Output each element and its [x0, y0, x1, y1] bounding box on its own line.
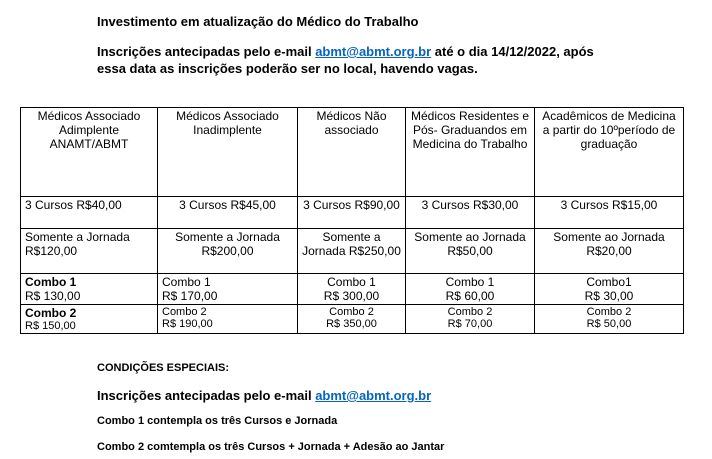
- combo-name: Combo 2: [586, 306, 632, 318]
- table-cell: [298, 305, 406, 334]
- combo-name: Combo1: [586, 275, 632, 289]
- table-row-combo1: [21, 274, 684, 305]
- price-table: [20, 107, 684, 334]
- combo-price: R$ 350,00: [326, 318, 377, 330]
- table-cell: [158, 305, 298, 334]
- table-row-combo2: [21, 305, 684, 334]
- combo2-note: Combo 2 comtempla os três Cursos + Jornada + Adesão ao Jantar: [97, 441, 445, 453]
- intro-prefix: Inscrições antecipadas pelo e-mail: [97, 44, 316, 59]
- table-cell: Somente a Jornada R$120,00: [21, 229, 158, 274]
- header-cell: Médicos Residentes e Pós- Graduandos em Medicina do Trabalho: [406, 108, 535, 197]
- combo-name: Combo 2: [329, 306, 374, 318]
- combo-price: R$ 130,00: [25, 289, 81, 303]
- table-cell: [158, 274, 298, 305]
- combo-price: R$ 60,00: [445, 289, 495, 303]
- conditions-email-prefix: Inscrições antecipadas pelo e-mail: [97, 388, 316, 403]
- combo-price: R$ 170,00: [162, 289, 218, 303]
- intro-paragraph: [97, 43, 617, 77]
- email-link[interactable]: abmt@abmt.org.br: [315, 44, 432, 59]
- combo-name: Combo 1: [162, 275, 211, 289]
- combo-name: Combo 2: [25, 306, 77, 320]
- table-cell: [21, 274, 158, 305]
- combo-price: R$ 300,00: [323, 289, 380, 303]
- table-cell: 3 Cursos R$15,00: [535, 197, 684, 229]
- combo1-note: Combo 1 contempla os três Cursos e Jornada: [97, 415, 338, 427]
- conditions-heading: CONDIÇÕES ESPECIAIS:: [97, 362, 230, 374]
- table-cell: 3 Cursos R$40,00: [21, 197, 158, 229]
- table-cell: [535, 305, 684, 334]
- table-header-row: [21, 108, 684, 197]
- combo-price: R$ 150,00: [25, 320, 76, 332]
- intro-suffix: até o dia 14/12/2022, após essa data as inscrições poderão ser no local, havendo vagas.: [97, 44, 594, 76]
- table-cell: Somente a Jornada R$200,00: [158, 229, 298, 274]
- combo-name: Combo 2: [447, 306, 493, 318]
- table-cell: Somente ao Jornada R$20,00: [535, 229, 684, 274]
- combo-price: R$ 190,00: [162, 318, 213, 330]
- header-cell: Médicos Associado Inadimplente: [158, 108, 298, 197]
- table-cell: [406, 305, 535, 334]
- conditions-email-line: [97, 388, 431, 403]
- combo-name: Combo 1: [445, 275, 495, 289]
- table-cell: Somente a Jornada R$250,00: [298, 229, 406, 274]
- combo-name: Combo 1: [327, 275, 376, 289]
- header-cell: Médicos Associado Adimplente ANAMT/ABMT: [21, 108, 158, 197]
- header-cell: Médicos Não associado: [298, 108, 406, 197]
- page-title: Investimento em atualização do Médico do Trabalho: [97, 14, 419, 29]
- table-cell: 3 Cursos R$30,00: [406, 197, 535, 229]
- combo-price: R$ 70,00: [447, 318, 493, 330]
- table-cell: [298, 274, 406, 305]
- conditions-email-link[interactable]: abmt@abmt.org.br: [315, 388, 432, 403]
- combo-name: Combo 1: [25, 275, 77, 289]
- table-cell: [21, 305, 158, 334]
- combo-price: R$ 30,00: [584, 289, 634, 303]
- table-row-jornada: [21, 229, 684, 274]
- table-cell: [535, 274, 684, 305]
- table-cell: 3 Cursos R$90,00: [298, 197, 406, 229]
- table-row-cursos: [21, 197, 684, 229]
- table-cell: [406, 274, 535, 305]
- header-cell: Acadêmicos de Medicina a partir do 10ºperíodo de graduação: [535, 108, 684, 197]
- combo-name: Combo 2: [162, 306, 207, 318]
- combo-price: R$ 50,00: [586, 318, 632, 330]
- table-cell: Somente ao Jornada R$50,00: [406, 229, 535, 274]
- table-cell: 3 Cursos R$45,00: [158, 197, 298, 229]
